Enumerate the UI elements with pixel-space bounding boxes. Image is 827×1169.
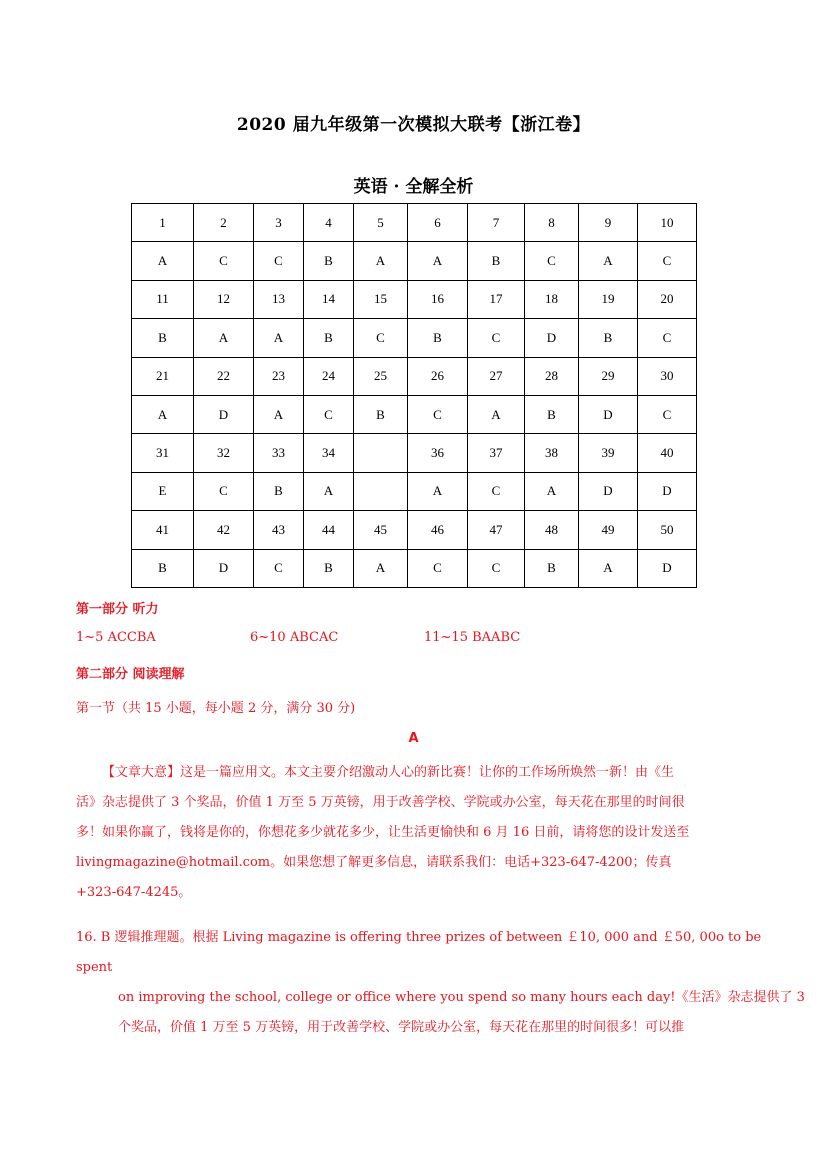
answer-row	[132, 395, 697, 433]
question-number-cell: 40	[638, 434, 697, 472]
part1-group-3: 11~15 BAABC	[424, 630, 521, 645]
answer-row	[132, 242, 697, 280]
question-number-row	[132, 357, 697, 395]
answer-cell: A	[254, 395, 304, 433]
answer-cell: A	[254, 319, 304, 357]
summary-line: 【文章大意】这是一篇应用文。本文主要介绍激动人心的新比赛！让你的工作场所焕然一新！由《生	[102, 765, 675, 780]
question-number-cell: 48	[525, 511, 579, 549]
summary-line: 活》杂志提供了 3 个奖品，价值 1 万至 5 万英镑，用于改善学校、学院或办公室，每天花在那里的时间很	[76, 795, 685, 810]
question-number-cell: 11	[132, 280, 194, 318]
answer-cell: A	[525, 472, 579, 510]
question-number-cell: 6	[408, 204, 468, 242]
question-number-cell: 39	[579, 434, 638, 472]
answer-cell: A	[354, 549, 408, 587]
answer-cell: B	[525, 549, 579, 587]
question-number-cell: 18	[525, 280, 579, 318]
passage-label: A	[408, 731, 419, 746]
q16-line: 16. B 逻辑推理题。根据 Living magazine is offering three prizes of between ￡10, 000 and ￡50, 00o to be	[76, 930, 762, 945]
q16-line: spent	[76, 960, 113, 975]
question-number-cell: 44	[304, 511, 354, 549]
answer-cell: A	[408, 472, 468, 510]
part2-heading: 第二部分 阅读理解	[76, 667, 185, 682]
answer-cell: A	[579, 549, 638, 587]
answer-cell: B	[304, 242, 354, 280]
question-number-cell: 46	[408, 511, 468, 549]
question-number-cell: 17	[468, 280, 525, 318]
question-number-cell: 31	[132, 434, 194, 472]
part1-group-2: 6~10 ABCAC	[250, 630, 339, 645]
answer-cell: A	[132, 395, 194, 433]
question-number-cell: 8	[525, 204, 579, 242]
answer-cell: C	[408, 549, 468, 587]
question-number-cell: 1	[132, 204, 194, 242]
answer-cell: B	[468, 242, 525, 280]
answer-cell	[354, 472, 408, 510]
question-number-cell: 7	[468, 204, 525, 242]
question-number-cell: 22	[194, 357, 254, 395]
answer-cell: A	[468, 395, 525, 433]
summary-line: +323-647-4245。	[76, 885, 192, 900]
question-number-cell: 23	[254, 357, 304, 395]
question-number-cell: 2	[194, 204, 254, 242]
question-number-cell: 24	[304, 357, 354, 395]
answer-cell: C	[468, 472, 525, 510]
question-number-cell: 9	[579, 204, 638, 242]
summary-line: 多！如果你赢了，钱将是你的，你想花多少就花多少，让生活更愉快和 6 月 16 日前，请将您的设计发送至	[76, 825, 690, 840]
answer-cell: A	[194, 319, 254, 357]
question-number-cell: 27	[468, 357, 525, 395]
answer-cell: A	[408, 242, 468, 280]
question-number-cell: 49	[579, 511, 638, 549]
answer-cell: B	[408, 319, 468, 357]
question-number-cell: 30	[638, 357, 697, 395]
answer-cell: A	[132, 242, 194, 280]
question-number-cell: 13	[254, 280, 304, 318]
question-number-cell: 50	[638, 511, 697, 549]
answer-cell: C	[468, 319, 525, 357]
question-number-cell: 10	[638, 204, 697, 242]
question-number-cell: 14	[304, 280, 354, 318]
question-number-cell: 15	[354, 280, 408, 318]
question-number-cell	[354, 434, 408, 472]
answer-cell: C	[304, 395, 354, 433]
question-number-cell: 36	[408, 434, 468, 472]
part1-group-1: 1~5 ACCBA	[76, 630, 156, 645]
question-number-cell: 42	[194, 511, 254, 549]
question-number-cell: 4	[304, 204, 354, 242]
answer-cell: C	[638, 242, 697, 280]
answer-row	[132, 472, 697, 510]
passage-summary	[76, 758, 756, 908]
answer-cell: B	[254, 472, 304, 510]
question-number-cell: 34	[304, 434, 354, 472]
question-number-cell: 3	[254, 204, 304, 242]
answer-cell: C	[408, 395, 468, 433]
answer-cell: C	[194, 472, 254, 510]
question-number-cell: 26	[408, 357, 468, 395]
question-number-cell: 20	[638, 280, 697, 318]
answer-row	[132, 549, 697, 587]
answer-cell: B	[354, 395, 408, 433]
question-number-cell: 38	[525, 434, 579, 472]
summary-line: livingmagazine@hotmail.com。如果您想了解更多信息，请联系我们：电话+323-647-4200；传真	[76, 855, 672, 870]
answer-cell: B	[579, 319, 638, 357]
question-number-cell: 41	[132, 511, 194, 549]
question-number-cell: 37	[468, 434, 525, 472]
q16-line: 个奖品，价值 1 万至 5 万英镑，用于改善学校、学院或办公室，每天花在那里的时间很多！可以推	[118, 1020, 685, 1035]
answer-cell: C	[254, 549, 304, 587]
question-number-cell: 29	[579, 357, 638, 395]
question-number-cell: 28	[525, 357, 579, 395]
page-title: 2020 届九年级第一次模拟大联考【浙江卷】	[236, 115, 591, 135]
question-number-row	[132, 434, 697, 472]
answer-row	[132, 319, 697, 357]
question-number-row	[132, 511, 697, 549]
answer-cell: C	[194, 242, 254, 280]
question-number-cell: 32	[194, 434, 254, 472]
question-number-cell: 33	[254, 434, 304, 472]
answer-cell: A	[354, 242, 408, 280]
answer-cell: D	[525, 319, 579, 357]
answer-cell: C	[525, 242, 579, 280]
answer-cell: B	[132, 549, 194, 587]
answer-cell: D	[638, 549, 697, 587]
answer-cell: B	[525, 395, 579, 433]
answer-cell: A	[304, 472, 354, 510]
question-16-explanation	[76, 923, 805, 1043]
answer-cell: C	[468, 549, 525, 587]
question-number-row	[132, 204, 697, 242]
answer-cell: E	[132, 472, 194, 510]
question-number-cell: 16	[408, 280, 468, 318]
question-number-cell: 21	[132, 357, 194, 395]
q16-line: on improving the school, college or office where you spend so many hours each day!《生活》杂志提供了 3	[118, 990, 805, 1005]
answer-cell: C	[638, 395, 697, 433]
question-number-cell: 5	[354, 204, 408, 242]
question-number-row	[132, 280, 697, 318]
answer-cell: D	[579, 472, 638, 510]
question-number-cell: 12	[194, 280, 254, 318]
answer-cell: B	[304, 549, 354, 587]
answer-cell: D	[194, 395, 254, 433]
answer-cell: D	[579, 395, 638, 433]
page-subtitle: 英语 · 全解全析	[353, 177, 474, 197]
question-number-cell: 45	[354, 511, 408, 549]
answer-cell: B	[132, 319, 194, 357]
part1-heading: 第一部分 听力	[76, 602, 159, 617]
question-number-cell: 43	[254, 511, 304, 549]
answer-cell: D	[194, 549, 254, 587]
question-number-cell: 19	[579, 280, 638, 318]
answer-cell: D	[638, 472, 697, 510]
answer-cell: B	[304, 319, 354, 357]
answer-table	[131, 203, 697, 588]
answer-cell: A	[579, 242, 638, 280]
answer-cell: C	[354, 319, 408, 357]
question-number-cell: 47	[468, 511, 525, 549]
answer-cell: C	[638, 319, 697, 357]
part2-section-note: 第一节（共 15 小题，每小题 2 分，满分 30 分)	[76, 701, 356, 716]
question-number-cell: 25	[354, 357, 408, 395]
answer-cell: C	[254, 242, 304, 280]
